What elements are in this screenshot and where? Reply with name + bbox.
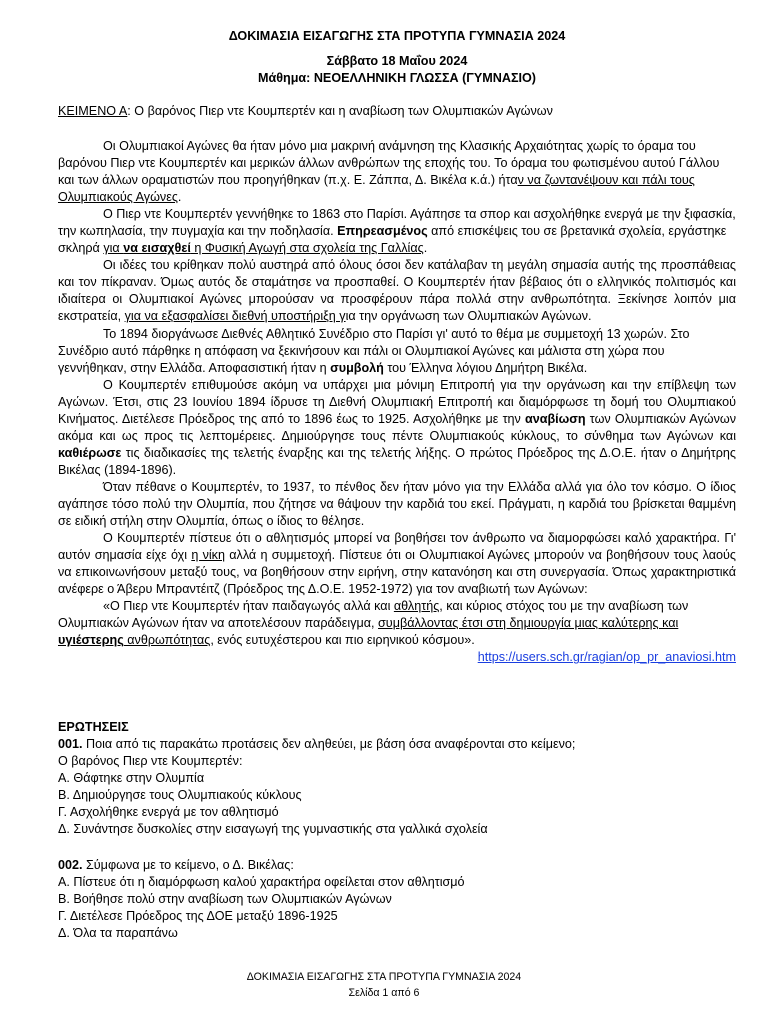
paragraph-7	[58, 530, 736, 598]
p3-text-2: ια την οργάνωση των Ολυμπιακών Αγώνων.	[345, 309, 592, 324]
question-1-option-d: Δ. Συνάντησε δυσκολίες στην εισαγωγή της γυμναστικής στα γαλλικά σχολεία	[58, 822, 488, 837]
p8-underline-3: ανθρωπότητας	[123, 633, 211, 648]
source-link[interactable]: https://users.sch.gr/ragian/op_pr_anaviosi.htm	[477, 650, 736, 665]
exam-subject: Μάθημα: ΝΕΟΕΛΛΗΝΙΚΗ ΓΛΩΣΣΑ (ΓΥΜΝΑΣΙΟ)	[257, 71, 537, 85]
p2-text-2: από επισκέψεις του σε βρετανικά σχολεία, εργάστηκε σκληρά	[58, 224, 727, 256]
p2-end: .	[423, 241, 428, 256]
question-1-option-c: Γ. Ασχολήθηκε ενεργά με τον αθλητισμό	[58, 805, 279, 820]
p8-text: «Ο Πιερ ντε Κουμπερτέν ήταν παιδαγωγός αλλά και	[103, 599, 394, 614]
question-1-option-b: Β. Δημιούργησε τους Ολυμπιακούς κύκλους	[58, 788, 302, 803]
p8-underline-2: συμβάλλοντας έτσι στη δημιουργία μιας καλύτερης και	[378, 616, 679, 631]
questions-heading: ΕΡΩΤΗΣΕΙΣ	[58, 720, 129, 734]
p5-text: Ο Κουμπερτέν επιθυμούσε ακόμη να υπάρχει μια μόνιμη Επιτροπή για την οργάνωση και την επίβλεψη των Αγώνων. Έτσι, στις 23 Ιουνίου 1894 ίδρυσε τη Διεθνή Ολυμπιακή Επιτροπή και διαμόρφωσε τη δομή του Ολυμπιακού Κινήματος. Διετέλεσε Πρόεδρος της από το 1896 έως το 1925. Ασχολήθηκε με την	[58, 377, 736, 426]
footer-page-number: Σελίδα 1 από 6	[348, 987, 420, 999]
question-2-option-c: Γ. Διετέλεσε Πρόεδρος της ΔΟΕ μεταξύ 1896-1925	[58, 909, 338, 924]
question-2-option-a: Α. Πίστευε ότι η διαμόρφωση καλού χαρακτήρα οφείλεται στον αθλητισμό	[58, 875, 465, 890]
question-1-stem: Ο βαρόνος Πιερ ντε Κουμπερτέν:	[58, 754, 243, 769]
p5-bold-1: αναβίωση	[525, 411, 586, 426]
question-1-block	[58, 719, 736, 838]
question-2	[58, 857, 736, 874]
p2-underline-bold: να εισαχθεί	[123, 241, 191, 256]
paragraph-6: Όταν πέθανε ο Κουμπερτέν, το 1937, το πένθος δεν ήταν μόνο για την Ελλάδα αλλά για όλο τον κόσμο. Ο ίδιος αγάπησε τόσο πολύ την Ολυμπία, που ζήτησε να θάψουν την καρδιά του εκεί. Πράγματι, η καρδιά του βρίσκεται θαμμένη σε ειδική στήλη στην Ολυμπία, όπως ο ίδιος το θέλησε.	[58, 479, 736, 529]
p7-text-2: αλλά η συμμετοχή. Πίστευε ότι οι Ολυμπιακοί Αγώνες μπορούν να βοηθήσουν τους λαούς να επικοινωνήσουν μεταξύ τους, να βοηθήσουν στην ειρήνη, στην κατανόηση και στη συνεργασία. Όπως χαρακτηριστικά ανέφερε ο Άβερυ Μπραντέιτζ (Πρόεδρος της Δ.Ο.Ε. 1952-1972) για τον αναβιωτή των Αγώνων:	[58, 548, 736, 597]
question-2-block	[58, 857, 736, 942]
question-1-number: 001.	[58, 737, 83, 752]
p8-underline-1: αθλητής	[393, 599, 440, 614]
text-label: ΚΕΙΜΕΝΟ Α	[58, 104, 128, 118]
p1-end: .	[177, 190, 182, 205]
p5-text-2: των Ολυμπιακών Αγώνων ακόμα και ως προς τις λεπτομέρειες. Δημιούργησε τους πέντε Ολυμπιακούς κύκλους, το σύνθημα των Αγώνων και	[58, 411, 736, 443]
exam-date: Σάββατο 18 Μαΐου 2024	[326, 54, 468, 68]
p2-underline-2: η Φυσική Αγωγή στα σχολεία της Γαλλίας	[190, 241, 424, 256]
text-title-rest: : Ο βαρόνος Πιερ ντε Κουμπερτέν και η αναβίωση των Ολυμπιακών Αγώνων	[127, 104, 553, 118]
p4-text-2: του Έλληνα λόγιου Δημήτρη Βικέλα.	[383, 360, 588, 375]
p2-bold: Επηρεασμένος	[337, 224, 428, 239]
p8-text-3: , ενός ευτυχέστερου και πιο ειρηνικού κόσμου».	[210, 633, 475, 648]
footer-title: ΔΟΚΙΜΑΣΙΑ ΕΙΣΑΓΩΓΗΣ ΣΤΑ ΠΡΟΤΥΠΑ ΓΥΜΝΑΣΙΑ 2024	[246, 971, 522, 983]
p7-text: Ο Κουμπερτέν πίστευε ότι ο αθλητισμός μπορεί να βοηθήσει τον άνθρωπο να διαμορφώσει καλό χαρακτήρα. Γι' αυτόν σημασία είχε όχι	[58, 531, 736, 563]
p4-text: Το 1894 διοργάνωσε Διεθνές Αθλητικό Συνέδριο στο Παρίσι γι' αυτό το θέμα με συμμετοχή 13 χωρών. Στο Συνέδριο αυτό πάρθηκε η απόφαση να ξεκινήσουν και πάλι οι Ολυμπιακοί Αγώνες και μάλιστα στη χώρα που γεννήθηκαν, στην Ελλάδα. Αποφασιστική ήταν η	[58, 326, 690, 375]
paragraph-1	[58, 138, 736, 206]
question-1	[58, 736, 736, 753]
text-title	[58, 103, 736, 120]
p7-underline: η νίκη	[191, 548, 225, 563]
question-2-option-b: Β. Βοήθησε πολύ στην αναβίωση των Ολυμπιακών Αγώνων	[58, 892, 392, 907]
p5-text-3: τις διαδικασίες της τελετής έναρξης και της τελετής λήξης. Ο πρώτος Πρόεδρος της Δ.Ο.Ε. ήταν ο Δημήτρης Βικέλας (1894-1896).	[58, 445, 736, 477]
paragraph-8-quote	[58, 598, 736, 649]
p5-bold-2: καθιέρωσε	[58, 445, 122, 460]
text-body	[58, 138, 736, 666]
exam-title: ΔΟΚΙΜΑΣΙΑ ΕΙΣΑΓΩΓΗΣ ΣΤΑ ΠΡΟΤΥΠΑ ΓΥΜΝΑΣΙΑ 2024	[228, 29, 566, 43]
question-2-number: 002.	[58, 858, 83, 872]
question-1-text: Ποια από τις παρακάτω προτάσεις δεν αληθεύει, με βάση όσα αναφέρονται στο κείμενο;	[82, 737, 576, 752]
p1-text: Οι Ολυμπιακοί Αγώνες θα ήταν μόνο μια μακρινή ανάμνηση της Κλασικής Αρχαιότητας χωρίς το όραμα του βαρόνου Πιερ ντε Κουμπερτέν και μερικών άλλων ανθρώπων της εποχής του. Το όραμα του φωτισμένου αυτού Γάλλου και των άλλων οραματιστών που προηγήθηκαν (π.χ. Ε. Ζάππα, Δ. Βικέλα κ.ά.) ήτα	[58, 139, 720, 188]
p8-text-2: , και κύριος στόχος του με την αναβίωση των Ολυμπιακών Αγώνων ήταν να αποτελέσουν παράδειγμα,	[58, 599, 689, 631]
paragraph-2	[58, 206, 736, 257]
p1-underline: ν να ζωντανέψουν και πάλι τους Ολυμπιακούς Αγώνες	[58, 173, 695, 205]
p4-bold: συμβολή	[330, 360, 384, 375]
question-2-option-d: Δ. Όλα τα παραπάνω	[58, 926, 178, 941]
paragraph-5	[58, 377, 736, 479]
question-2-text: Σύμφωνα με το κείμενο, ο Δ. Βικέλας:	[82, 858, 294, 872]
paragraph-4	[58, 326, 736, 377]
p3-text: Οι ιδέες του κρίθηκαν πολύ αυστηρά από όλους όσοι δεν κατάλαβαν τη μεγάλη σημασία αυτής της προσπάθειας και τον πίκραναν. Όμως αυτός δε σταμάτησε να προσπαθεί. Ο Κουμπερτέν ήταν βέβαιος ότι ο ελληνικός πολιτισμός και ιδιαίτερα οι Ολυμπιακοί Αγώνες μπορούσαν να προσφέρουν πάρα πολλά στην ανθρωπότητα. Ξεκίνησε λοιπόν μια εκστρατεία,	[58, 258, 736, 324]
question-1-option-a: Α. Θάφτηκε στην Ολυμπία	[58, 771, 205, 786]
p2-text: Ο Πιερ ντε Κουμπερτέν γεννήθηκε το 1863 στο Παρίσι. Αγάπησε τα σπορ και ασχολήθηκε ενεργά με την ξιφασκία, την κωπηλασία, την πυγμαχία και την ποδηλασία.	[58, 207, 736, 239]
p3-underline: για να εξασφαλίσει διεθνή υποστήριξη γ	[124, 309, 346, 324]
paragraph-3	[58, 257, 736, 325]
p2-underline-1: για	[103, 241, 124, 256]
p8-underline-bold: υγιέστερης	[58, 633, 124, 648]
